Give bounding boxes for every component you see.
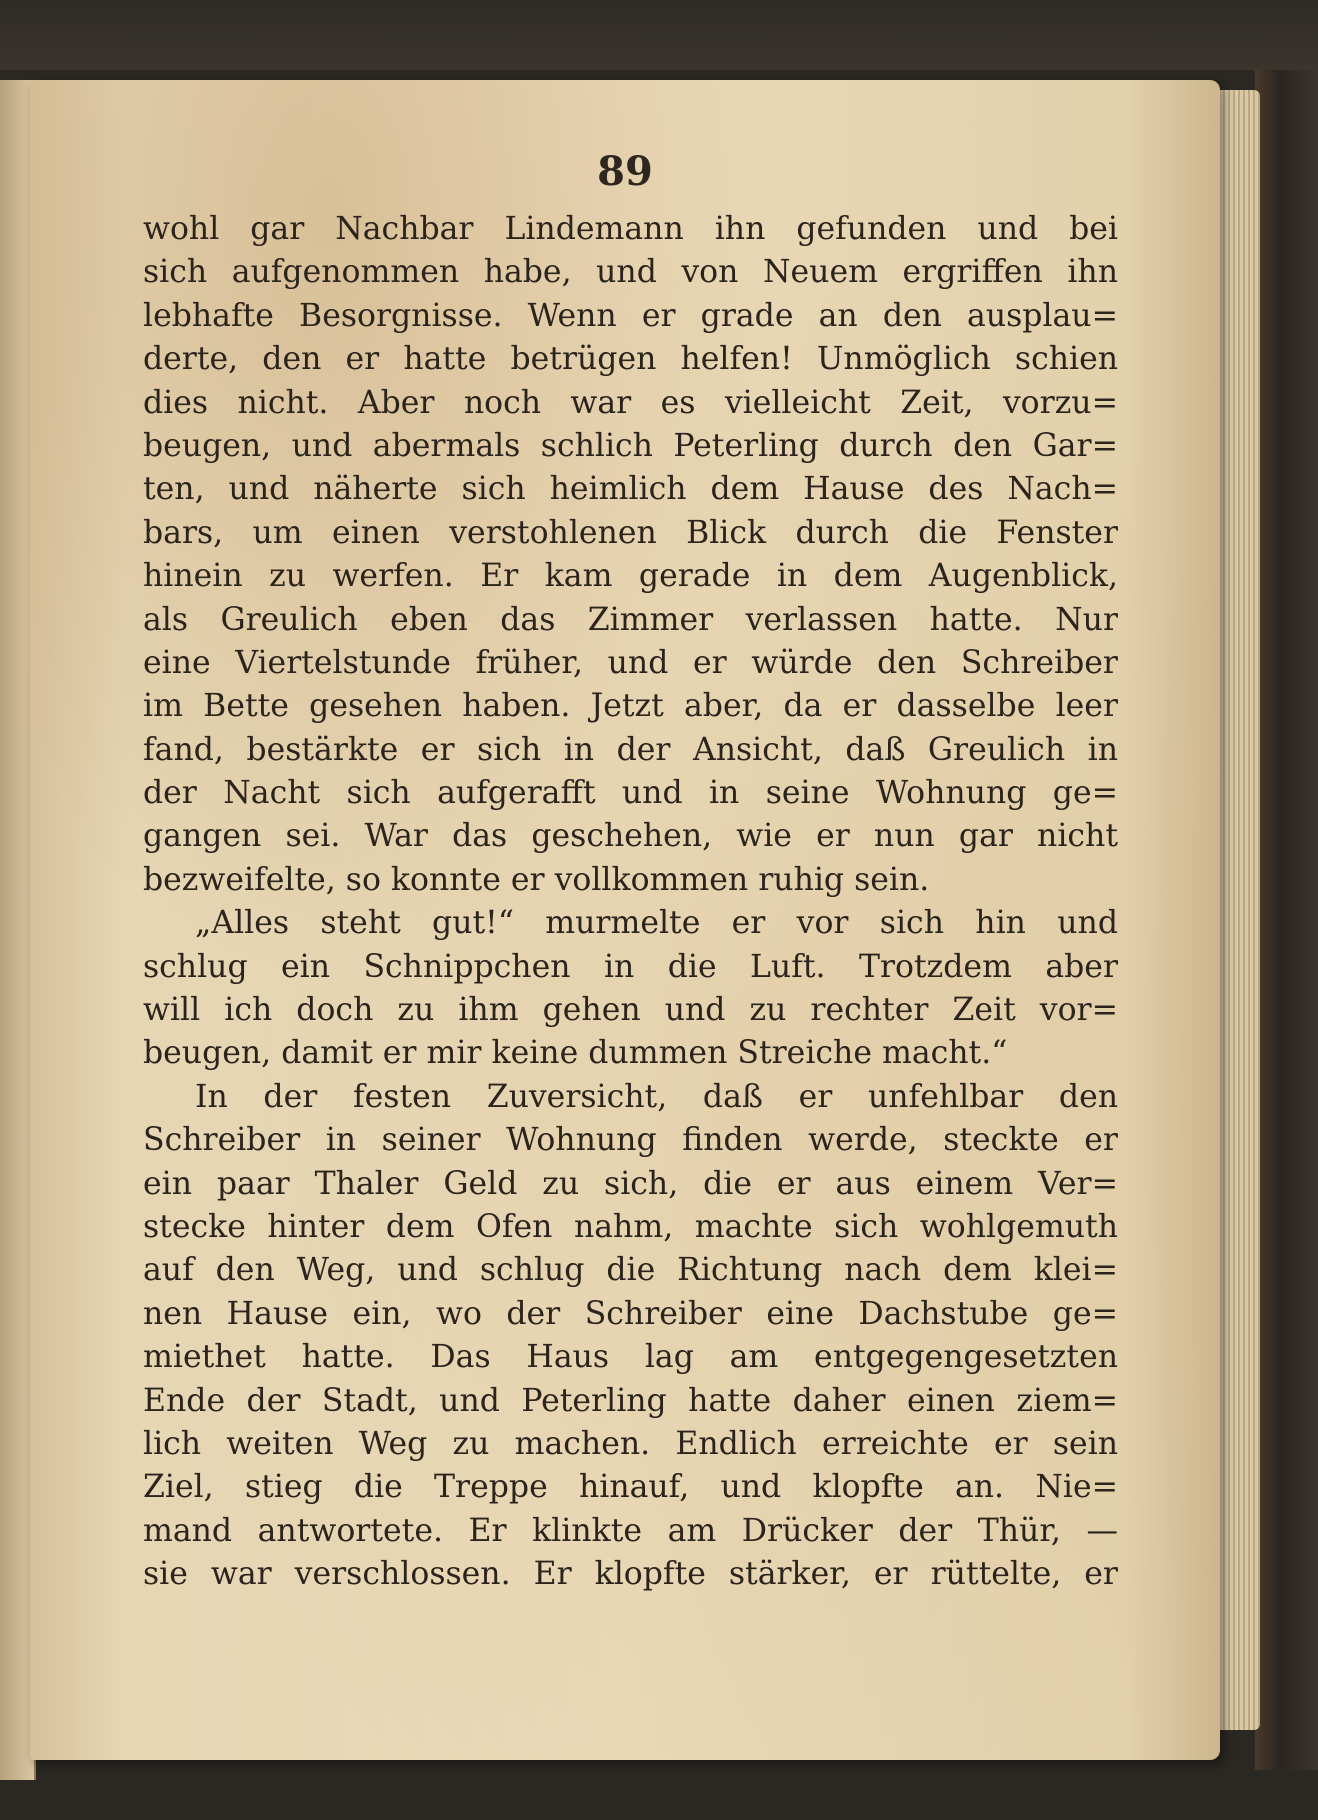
- text-line: lebhafte Besorgnisse. Wenn er grade an den ausplau=: [143, 297, 1118, 334]
- text-line: derte, den er hatte betrügen helfen! Unmöglich schien: [143, 341, 1118, 378]
- text-line: sie war verschlossen. Er klopfte stärker, er rüttelte, er: [143, 1556, 1118, 1593]
- scan-background-top: [0, 0, 1318, 70]
- text-line: bars, um einen verstohlenen Blick durch die Fenster: [143, 514, 1118, 551]
- text-line: fand, bestärkte er sich in der Ansicht, daß Greulich in: [143, 731, 1118, 768]
- text-line: lich weiten Weg zu machen. Endlich erreichte er sein: [143, 1425, 1118, 1462]
- book-page: [30, 80, 1220, 1760]
- text-line: eine Viertelstunde früher, und er würde den Schreiber: [143, 644, 1118, 681]
- text-line: beugen, und abermals schlich Peterling durch den Gar=: [143, 427, 1118, 464]
- text-line: Ziel, stieg die Treppe hinauf, und klopfte an. Nie=: [143, 1469, 1118, 1506]
- text-line: In der festen Zuversicht, daß er unfehlbar den: [195, 1078, 1118, 1115]
- text-line: im Bette gesehen haben. Jetzt aber, da er dasselbe leer: [143, 688, 1118, 725]
- text-line: „Alles steht gut!“ murmelte er vor sich hin und: [195, 905, 1118, 942]
- text-line: dies nicht. Aber noch war es vielleicht Zeit, vorzu=: [143, 384, 1118, 421]
- text-line: auf den Weg, und schlug die Richtung nach dem klei=: [143, 1252, 1118, 1289]
- book-cover-edge: [1255, 70, 1318, 1770]
- text-line: gangen sei. War das geschehen, wie er nun gar nicht: [143, 818, 1118, 855]
- text-line: sich aufgenommen habe, und von Neuem ergriffen ihn: [143, 254, 1118, 291]
- text-line: als Greulich eben das Zimmer verlassen hatte. Nur: [143, 601, 1118, 638]
- text-line: der Nacht sich aufgerafft und in seine Wohnung ge=: [143, 775, 1118, 812]
- text-line: ein paar Thaler Geld zu sich, die er aus einem Ver=: [143, 1165, 1118, 1202]
- text-line: will ich doch zu ihm gehen und zu rechter Zeit vor=: [143, 992, 1118, 1029]
- text-line: mand antwortete. Er klinkte am Drücker der Thür, —: [143, 1512, 1118, 1549]
- text-line: schlug ein Schnippchen in die Luft. Trotzdem aber: [143, 948, 1118, 985]
- text-line: ten, und näherte sich heimlich dem Hause des Nach=: [143, 471, 1118, 508]
- body-text: [143, 208, 1118, 1597]
- text-line: Schreiber in seiner Wohnung finden werde, steckte er: [143, 1122, 1118, 1159]
- text-line: bezweifelte, so konnte er vollkommen ruhig sein.: [143, 861, 930, 898]
- text-line: nen Hause ein, wo der Schreiber eine Dachstube ge=: [143, 1295, 1118, 1332]
- text-line: Ende der Stadt, und Peterling hatte daher einen ziem=: [143, 1382, 1118, 1419]
- text-line: wohl gar Nachbar Lindemann ihn gefunden und bei: [143, 211, 1118, 247]
- text-line: stecke hinter dem Ofen nahm, machte sich wohlgemuth: [143, 1208, 1118, 1245]
- text-line: miethet hatte. Das Haus lag am entgegengesetzten: [143, 1339, 1118, 1376]
- page-number: 89: [597, 148, 653, 195]
- text-line: beugen, damit er mir keine dummen Streiche macht.“: [143, 1035, 1008, 1072]
- text-line: hinein zu werfen. Er kam gerade in dem Augenblick,: [143, 558, 1118, 595]
